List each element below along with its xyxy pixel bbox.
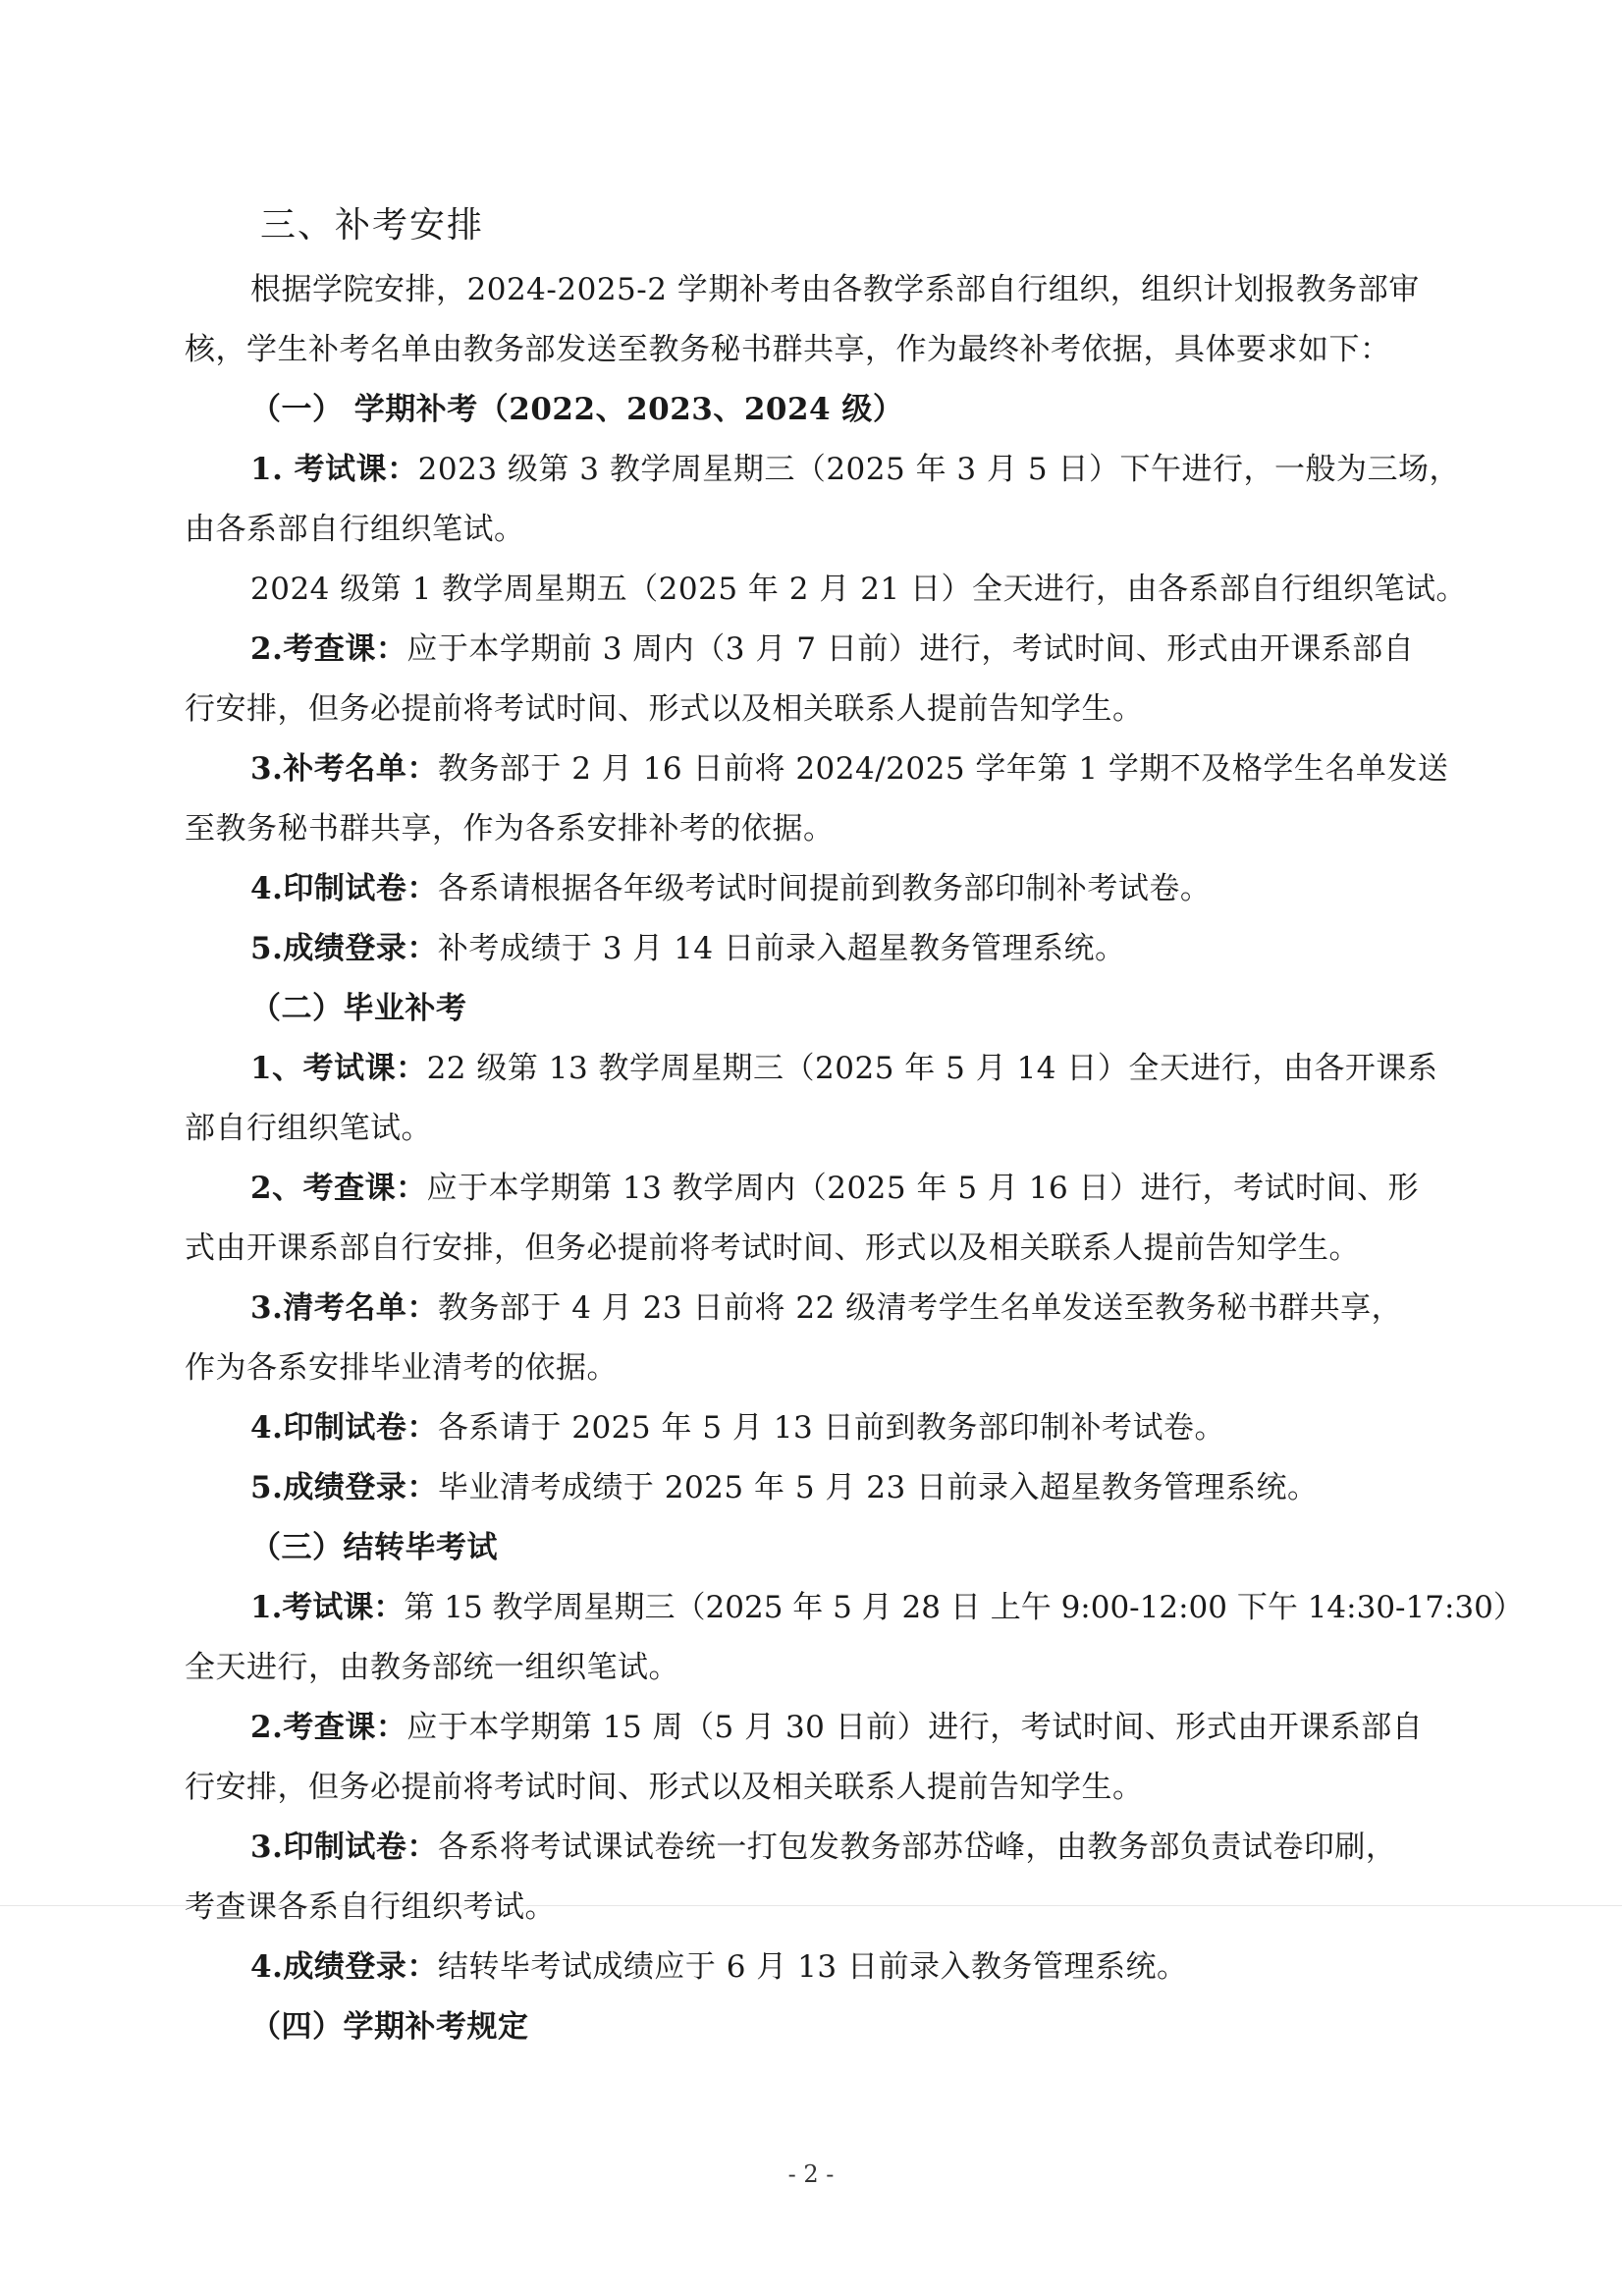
s1-item4: 4.印制试卷：各系请根据各年级考试时间提前到教务部印制补考试卷。 (250, 871, 1212, 906)
s1-item1: 1. 考试课：2023 级第 3 教学周星期三（2025 年 3 月 5 日）下午进行，一般为三场， (250, 452, 1460, 487)
s2-item3: 3.清考名单：教务部于 4 月 23 日前将 22 级清考学生名单发送至教务秘书群共享， (250, 1290, 1403, 1326)
s3-item2-cont: 行安排，但务必提前将考试时间、形式以及相关联系人提前告知学生。 (185, 1770, 1144, 1805)
s1-item3: 3.补考名单：教务部于 2 月 16 日前将 2024/2025 学年第 1 学期不及格学生名单发送 (250, 751, 1449, 787)
s2-item2: 2、考查课：应于本学期第 13 教学周内（2025 年 5 月 16 日）进行，考试时间、形 (250, 1171, 1420, 1206)
s2-item4: 4.印制试卷：各系请于 2025 年 5 月 13 日前到教务部印制补考试卷。 (250, 1410, 1226, 1446)
intro-line-1: 根据学院安排，2024-2025-2 学期补考由各教学系部自行组织，组织计划报教务部审 (250, 272, 1420, 307)
subsection-title-3: （三）结转毕考试 (250, 1530, 498, 1565)
s3-item3: 3.印制试卷：各系将考试课试卷统一打包发教务部苏岱峰，由教务部负责试卷印刷， (250, 1830, 1397, 1865)
s2-item2-cont: 式由开课系部自行安排，但务必提前将考试时间、形式以及相关联系人提前告知学生。 (185, 1230, 1360, 1266)
s1-item1-extra: 2024 级第 1 教学周星期五（2025 年 2 月 21 日）全天进行，由各系部自行组织笔试。 (250, 572, 1468, 607)
s1-item1-cont: 由各系部自行组织笔试。 (185, 512, 525, 547)
s1-item2: 2.考查课：应于本学期前 3 周内（3 月 7 日前）进行，考试时间、形式由开课系部自 (250, 631, 1415, 667)
s3-item1-cont: 全天进行，由教务部统一组织笔试。 (185, 1650, 679, 1685)
s2-item1: 1、考试课：22 级第 13 教学周星期三（2025 年 5 月 14 日）全天进行，由各开课系 (250, 1051, 1438, 1086)
page-number: - 2 - (787, 2160, 835, 2188)
s2-item1-cont: 部自行组织笔试。 (185, 1111, 432, 1146)
s3-item3-cont: 考查课各系自行组织考试。 (185, 1889, 556, 1925)
s1-item3-cont: 至教务秘书群共享，作为各系安排补考的依据。 (185, 811, 835, 847)
subsection-title-1: （一） 学期补考（2022、2023、2024 级） (250, 392, 904, 427)
s3-item1: 1.考试课：第 15 教学周星期三（2025 年 5 月 28 日 上午 9:00-12:00 下午 14:30-17:30） (250, 1590, 1524, 1625)
s1-item5: 5.成绩登录：补考成绩于 3 月 14 日前录入超星教务管理系统。 (250, 931, 1126, 966)
s3-item2: 2.考查课：应于本学期第 15 周（5 月 30 日前）进行，考试时间、形式由开课系部自 (250, 1710, 1424, 1745)
s2-item5: 5.成绩登录：毕业清考成绩于 2025 年 5 月 23 日前录入超星教务管理系统。 (250, 1470, 1319, 1505)
subsection-title-4: （四）学期补考规定 (250, 2009, 529, 2045)
s3-item4: 4.成绩登录：结转毕考试成绩应于 6 月 13 日前录入教务管理系统。 (250, 1949, 1188, 1985)
s1-item2-cont: 行安排，但务必提前将考试时间、形式以及相关联系人提前告知学生。 (185, 691, 1144, 727)
subsection-title-2: （二）毕业补考 (250, 991, 467, 1026)
s2-item3-cont: 作为各系安排毕业清考的依据。 (185, 1350, 618, 1386)
intro-line-2: 核，学生补考名单由教务部发送至教务秘书群共享，作为最终补考依据，具体要求如下： (185, 332, 1391, 367)
section-heading: 三、补考安排 (260, 205, 485, 246)
